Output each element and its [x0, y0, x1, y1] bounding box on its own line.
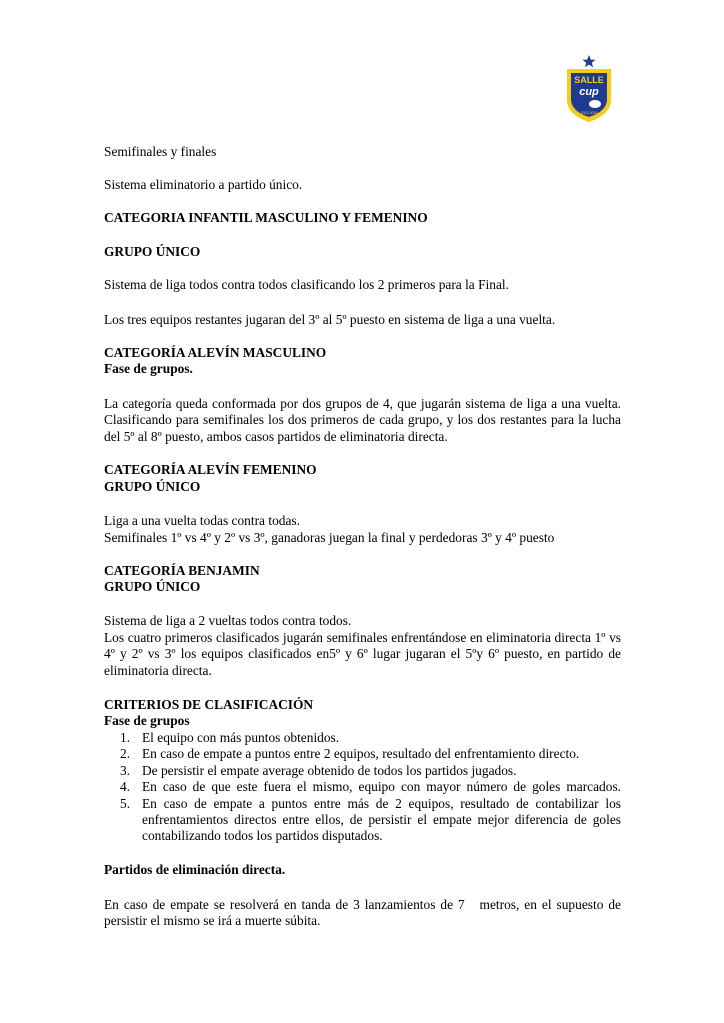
paragraph-infantil-1: Sistema de liga todos contra todos clasificando los 2 primeros para la Final.: [104, 277, 509, 292]
heading-alevin-femenino: CATEGORÍA ALEVÍN FEMENINO: [104, 462, 317, 477]
heading-fase-grupos: Fase de grupos: [104, 713, 190, 728]
logo-line2: cup: [579, 86, 599, 98]
list-item: [104, 746, 621, 762]
heading-infantil: CATEGORIA INFANTIL MASCULINO Y FEMENINO: [104, 210, 428, 225]
list-item-text: De persistir el empate average obtenido de todos los partidos jugados.: [142, 762, 517, 778]
heading-partidos-eliminacion: Partidos de eliminación directa.: [104, 862, 286, 877]
paragraph-alevin-femenino-2: Semifinales 1º vs 4º y 2º vs 3º, ganadoras juegan la final y perdedoras 3º y 4º puesto: [104, 530, 555, 545]
list-item-text: El equipo con más puntos obtenidos.: [142, 730, 340, 745]
paragraph-benjamin-2: Los cuatro primeros clasificados jugarán semifinales enfrentándose en eliminatoria directa 1º vs 4º y 2º vs 3º los equipos clasificados en5º y 6º lugar jugaran el 5ºy 6º puesto, en partido de eliminatoria directa.: [104, 630, 621, 678]
salle-cup-logo: [561, 54, 617, 124]
list-item-text: En caso de que este fuera el mismo, equipo con mayor número de goles marcados.: [142, 779, 621, 795]
list-item: [104, 779, 621, 795]
criterios-list: [104, 730, 621, 845]
heading-grupo-unico: GRUPO ÚNICO: [104, 479, 201, 494]
ball-icon: [589, 100, 601, 108]
list-item: [104, 796, 621, 845]
heading-benjamin: CATEGORÍA BENJAMIN: [104, 563, 260, 578]
star-icon: [583, 55, 596, 67]
paragraph-benjamin-1: Sistema de liga a 2 vueltas todos contra todos.: [104, 613, 352, 628]
list-item-number: 5.: [120, 795, 131, 811]
list-item-number: 4.: [120, 779, 131, 795]
heading-grupo-unico: GRUPO ÚNICO: [104, 579, 201, 594]
heading-grupo-unico: GRUPO ÚNICO: [104, 244, 201, 259]
list-item: [104, 763, 621, 779]
list-item-number: 1.: [120, 730, 131, 745]
paragraph-alevin-masculino: La categoría queda conformada por dos grupos de 4, que jugarán sistema de liga a una vuelta. Clasificando para semifinales los dos primeros de cada grupo, y los dos restantes para la lucha del 5º al 8º puesto, ambos casos partidos de eliminatoria directa.: [104, 396, 621, 444]
paragraph-empate: En caso de empate se resolverá en tanda de 3 lanzamientos de 7 metros, en el supuesto de persistir el mismo se irá a muerte súbita.: [104, 897, 625, 929]
heading-criterios: CRITERIOS DE CLASIFICACIÓN: [104, 697, 314, 712]
logo-line1: SALLE: [574, 75, 604, 85]
heading-alevin-masculino: CATEGORÍA ALEVÍN MASCULINO: [104, 345, 327, 360]
list-item-text: En caso de empate a puntos entre 2 equipos, resultado del enfrentamiento directo.: [142, 746, 580, 762]
list-item: [104, 730, 621, 746]
logo-years: 2023-2024: [580, 111, 598, 115]
list-item-text: En caso de empate a puntos entre más de 2 equipos, resultado de contabilizar los enfrentamientos directos entre ellos, de persistir el empate mejor diferencia de goles contabilizando todos los partidos disputados.: [142, 795, 621, 844]
paragraph-infantil-2: Los tres equipos restantes jugaran del 3º al 5º puesto en sistema de liga a una vuelta.: [104, 312, 556, 327]
text-semifinales: Semifinales y finales: [104, 144, 217, 159]
list-item-number: 3.: [120, 762, 131, 778]
heading-fase-grupos: Fase de grupos.: [104, 361, 193, 376]
text-sistema-eliminatorio: Sistema eliminatorio a partido único.: [104, 177, 303, 192]
paragraph-alevin-femenino-1: Liga a una vuelta todas contra todas.: [104, 513, 300, 528]
list-item-number: 2.: [120, 746, 131, 762]
